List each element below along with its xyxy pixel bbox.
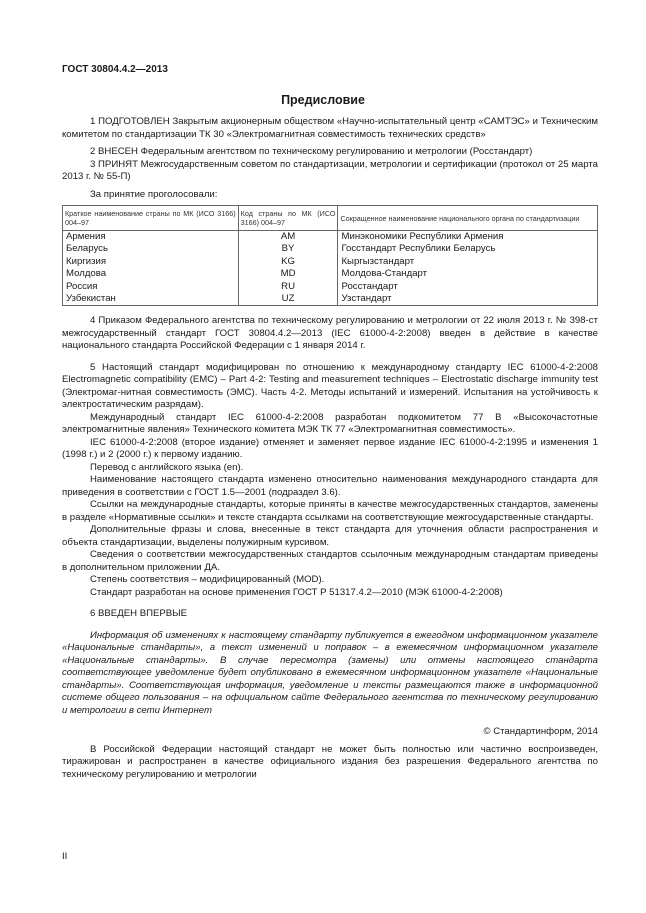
paragraph-introduced: 2 ВНЕСЕН Федеральным агентством по техническому регулированию и метрологии (Росстандарт) xyxy=(90,146,533,157)
table-cell-body: Молдова-Стандарт xyxy=(338,268,598,280)
table-cell-body: Узстандарт xyxy=(338,293,598,306)
table-cell-body: Росстандарт xyxy=(338,281,598,293)
table-cell-country: Узбекистан xyxy=(63,293,239,306)
paragraph-rights: В Российской Федерации настоящий стандарт не может быть полностью или частично воспроизведен, тиражирован и распространен в качестве официального издания без разрешения Федерального агентства по техническому регулированию и метрологии xyxy=(62,743,598,780)
standard-code-header: ГОСТ 30804.4.2—2013 xyxy=(62,64,168,75)
voting-countries-table xyxy=(62,205,598,306)
paragraph-replaces: IEC 61000-4-2:2008 (второе издание) отменяет и заменяет первое издание IEC 61000-4-2:1995 и изменения 1 (1998 г.) и 2 (2000 г.) к первому изданию. xyxy=(62,436,598,461)
table-cell-body: Кыргызстандарт xyxy=(338,256,598,268)
table-cell-country: Беларусь xyxy=(63,243,239,255)
paragraph-prepared: 1 ПОДГОТОВЛЕН Закрытым акционерным обществом «Научно-испытательный центр «САМТЭС» и Техническим комитетом по стандартизации ТК 30 «Электромагнитная совместимость технических средств» xyxy=(62,116,598,140)
table-cell-code: MD xyxy=(238,268,338,280)
table-row xyxy=(63,231,598,244)
paragraph-first-introduced: 6 ВВЕДЕН ВПЕРВЫЕ xyxy=(90,608,188,620)
table-row xyxy=(63,268,598,280)
table-row xyxy=(63,293,598,306)
paragraph-references: Ссылки на международные стандарты, которые приняты в качестве межгосударственных стандартов, заменены в разделе «Нормативные ссылки» и тексте стандарта ссылками на соответствующие межгосударственные стандарты. xyxy=(62,499,598,523)
table-row xyxy=(63,281,598,293)
paragraph-name-changed: Наименование настоящего стандарта изменено относительно наименования международного стандарта для приведения в соответствии с ГОСТ 1.5—2001 (подраздел 3.6). xyxy=(62,474,598,498)
paragraph-translation: Перевод с английского языка (en). xyxy=(90,461,244,473)
table-cell-country: Россия xyxy=(63,281,239,293)
page-number: II xyxy=(62,851,68,862)
table-cell-country: Киргизия xyxy=(63,256,239,268)
table-header-body: Сокращенное наименование национального органа по стандартизации xyxy=(338,206,598,231)
table-cell-country: Армения xyxy=(63,231,239,244)
table-cell-code: RU xyxy=(238,281,338,293)
table-cell-code: KG xyxy=(238,256,338,268)
paragraph-adopted: 3 ПРИНЯТ Межгосударственным советом по стандартизации, метрологии и сертификации (протокол от 25 марта 2013 г. № 55-П) xyxy=(62,158,598,182)
paragraph-correspondence: Сведения о соответствии межгосударственных стандартов ссылочным международным стандартам приведены в дополнительном приложении ДА. xyxy=(62,549,598,573)
table-cell-body: Госстандарт Республики Беларусь xyxy=(338,243,598,255)
paragraph-additions: Дополнительные фразы и слова, внесенные в текст стандарта для уточнения области распространения и объекта стандартизации, выделены полужирным курсивом. xyxy=(62,524,598,548)
table-cell-code: UZ xyxy=(238,293,338,306)
document-body xyxy=(62,116,598,781)
table-header-country: Краткое наименование страны по МК (ИСО 3166) 004–97 xyxy=(63,206,239,231)
paragraph-voted: За принятие проголосовали: xyxy=(90,188,218,200)
table-cell-body: Минэкономики Республики Армения xyxy=(338,231,598,244)
paragraph-order: 4 Приказом Федерального агентства по техническому регулированию и метрологии от 22 июля 2013 г. № 398-ст межгосударственный стандарт ГОСТ 30804.4.2—2013 (IEC 61000-4-2:2008) введен в действие в качестве национального стандарта Российской Федерации с 1 января 2014 г. xyxy=(62,315,598,352)
paragraph-developed-by: Международный стандарт IEC 61000-4-2:2008 разработан подкомитетом 77 В «Высокочастотные электромагнитные явления» Технического комитета МЭК ТК 77 «Электромагнитная совместимость». xyxy=(62,411,598,436)
table-cell-code: AM xyxy=(238,231,338,244)
paragraph-info: Информация об изменениях к настоящему стандарту публикуется в ежегодном информационном указателе «Национальные стандарты», а текст изменений и поправок – в ежемесячном информационном указателе «Национальные стандарты». В случае пересмотра (замены) или отмены настоящего стандарта соответствующее уведомление будет опубликовано в ежемесячном информационном указателе «Национальные стандарты». Соответствующая информация, уведомление и тексты размещаются также в информационной системе общего пользования – на официальном сайте Федерального агентства по техническому регулированию и метрологии в сети Интернет xyxy=(62,629,598,716)
table-row xyxy=(63,243,598,255)
paragraph-based-on: Стандарт разработан на основе применения ГОСТ Р 51317.4.2—2010 (МЭК 61000-4-2:2008) xyxy=(90,586,503,598)
table-header-code: Код страны по МК (ИСО 3166) 004–97 xyxy=(238,206,338,231)
table-row xyxy=(63,256,598,268)
table-cell-code: BY xyxy=(238,243,338,255)
copyright: © Стандартинформ, 2014 xyxy=(483,726,598,738)
paragraph-modified: 5 Настоящий стандарт модифицирован по отношению к международному стандарту IEC 61000-4-2:2008 Electromagnetic compatibility (EMC) – Part 4-2: Testing and measurement techniques – Electrostatic discharge immunity test (Электромаг-нитная совместимость (ЭМС). Часть 4-2. Методы испытаний и измерений. Испытания на устойчивость к электростатическим разрядам). xyxy=(62,361,598,411)
table-cell-country: Молдова xyxy=(63,268,239,280)
paragraph-degree: Степень соответствия – модифицированный (MOD). xyxy=(90,574,325,586)
info-notice xyxy=(62,630,598,718)
page-title: Предисловие xyxy=(281,93,365,107)
